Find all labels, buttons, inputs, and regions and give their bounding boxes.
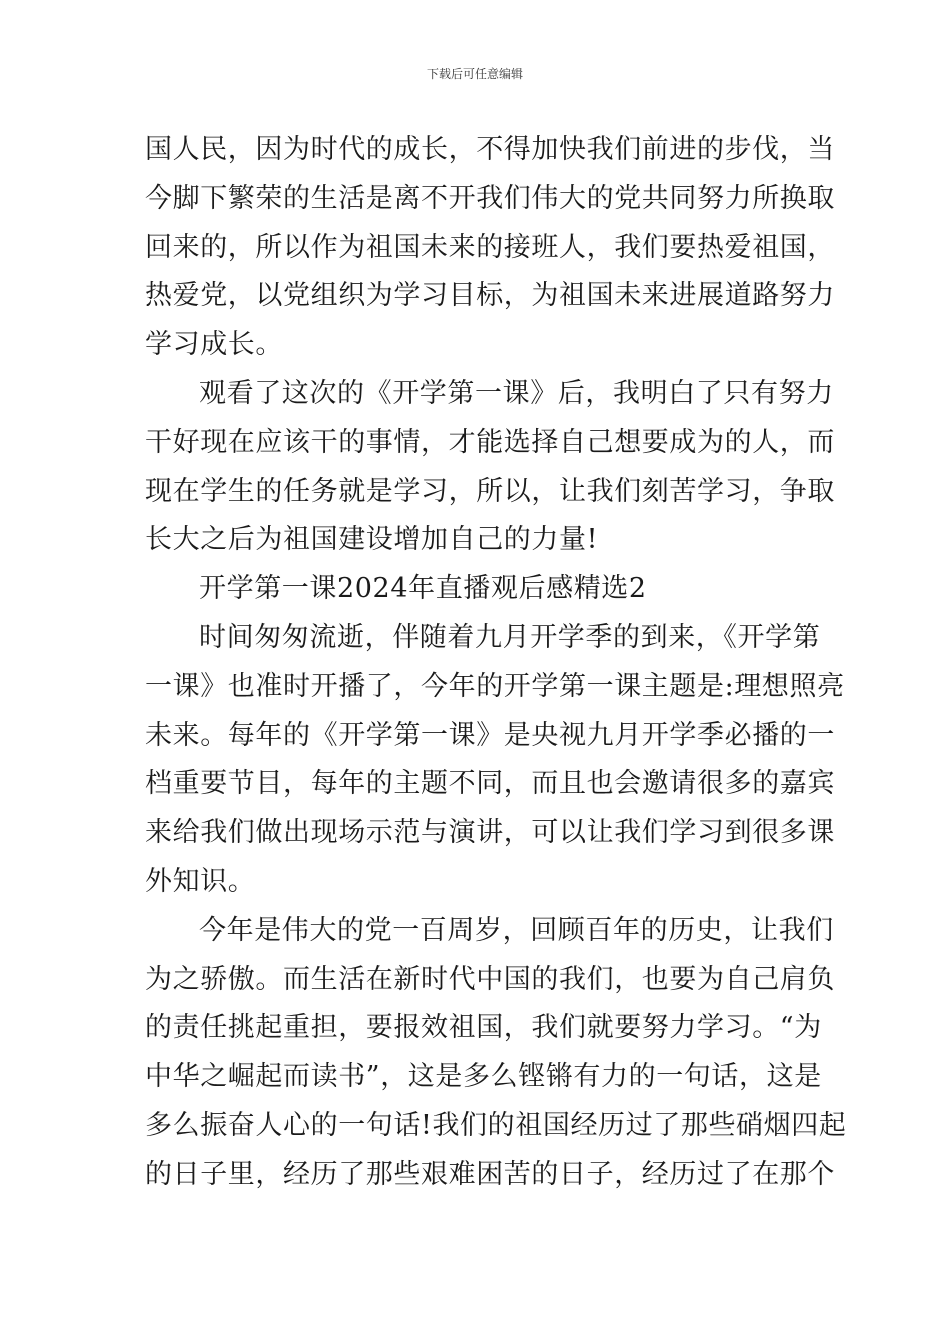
paragraph-1-line-3: 回来的，所以作为祖国未来的接班人，我们要热爱祖国， — [145, 231, 835, 263]
paragraph-1-line-2: 今脚下繁荣的生活是离不开我们伟大的党共同努力所换取 — [145, 182, 835, 214]
paragraph-1-line-4: 热爱党，以党组织为学习目标，为祖国未来进展道路努力 — [145, 280, 835, 312]
paragraph-5-line-6: 的日子里，经历了那些艰难困苦的日子，经历过了在那个 — [145, 1158, 835, 1190]
paragraph-4-line-6: 外知识。 — [145, 865, 256, 897]
paragraph-4-line-1: 时间匆匆流逝，伴随着九月开学季的到来，《开学第 — [199, 621, 821, 653]
document-body — [145, 126, 847, 1200]
paragraph-4-line-4: 档重要节目，每年的主题不同，而且也会邀请很多的嘉宾 — [145, 768, 835, 800]
paragraph-5-line-1: 今年是伟大的党一百周岁，回顾百年的历史，让我们 — [199, 914, 834, 946]
paragraph-4-line-5: 来给我们做出现场示范与演讲，可以让我们学习到很多课 — [145, 817, 835, 849]
paragraph-2-line-2: 干好现在应该干的事情，才能选择自己想要成为的人，而 — [145, 426, 835, 458]
paragraph-2-line-4: 长大之后为祖国建设增加自己的力量! — [145, 524, 599, 556]
paragraph-2-line-3: 现在学生的任务就是学习，所以，让我们刻苦学习，争取 — [145, 475, 835, 507]
paragraph-5-line-3: 的责任挑起重担，要报效祖国，我们就要努力学习。“为 — [145, 1012, 822, 1044]
page-header: 下载后可任意编辑 — [426, 67, 523, 81]
paragraph-4-line-3: 未来。每年的《开学第一课》是央视九月开学季必播的一 — [145, 719, 835, 751]
section-heading: 开学第一课2024年直播观后感精选2 — [199, 573, 647, 605]
paragraph-2-line-1: 观看了这次的《开学第一课》后，我明白了只有努力 — [199, 377, 834, 409]
paragraph-5-line-4: 中华之崛起而读书”，这是多么铿锵有力的一句话，这是 — [145, 1061, 822, 1093]
paragraph-5-line-5: 多么振奋人心的一句话!我们的祖国经历过了那些硝烟四起 — [145, 1109, 847, 1141]
paragraph-5-line-2: 为之骄傲。而生活在新时代中国的我们，也要为自己肩负 — [145, 963, 835, 995]
paragraph-1-line-1: 国人民，因为时代的成长，不得加快我们前进的步伐，当 — [145, 134, 835, 165]
paragraph-4-line-2: 一课》也准时开播了，今年的开学第一课主题是:理想照亮 — [145, 670, 845, 702]
paragraph-1-line-5: 学习成长。 — [145, 329, 283, 361]
